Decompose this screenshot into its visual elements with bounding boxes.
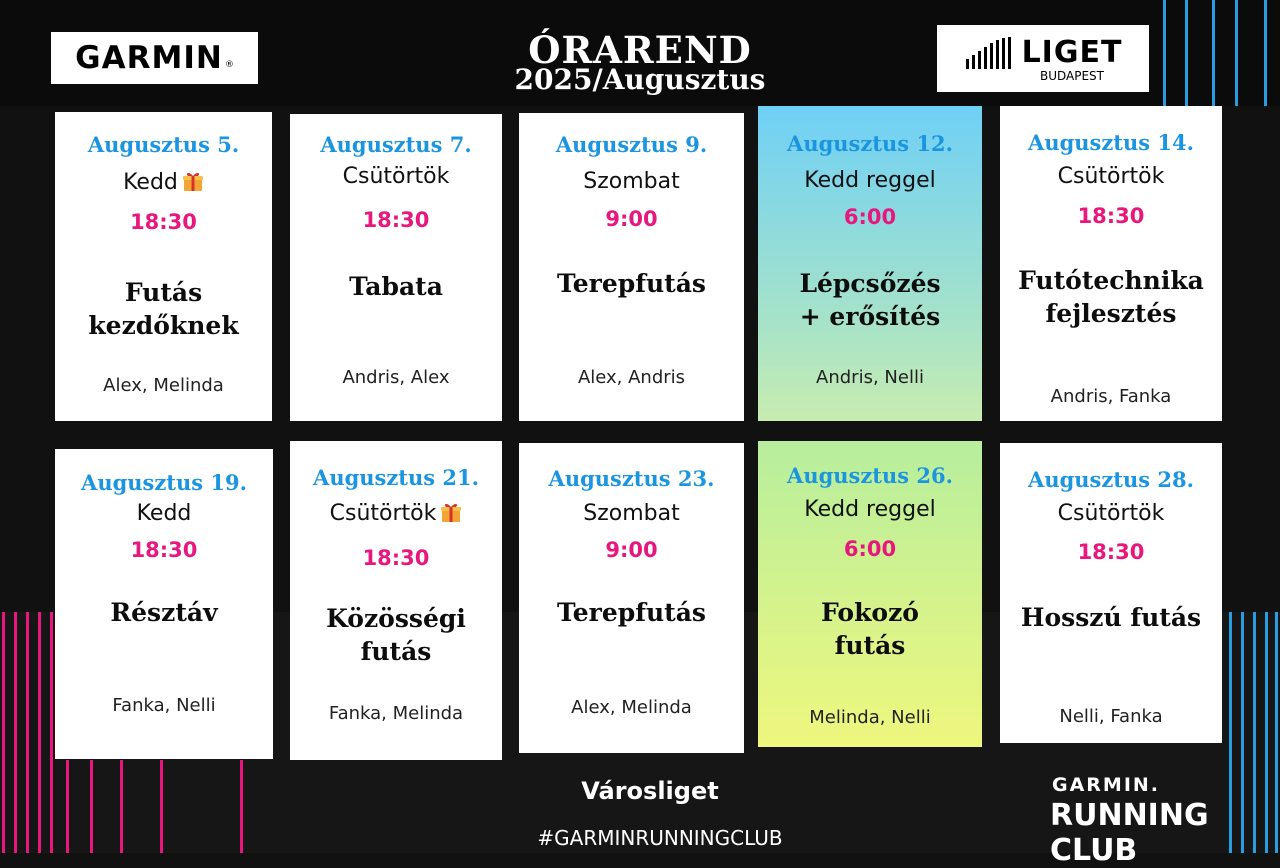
card-time-text: 6:00	[843, 205, 897, 229]
card-day-text: Csütörtök	[1057, 501, 1165, 526]
card-day	[519, 169, 744, 194]
card-day-text: Csütörtök	[342, 164, 450, 189]
card-coaches	[55, 375, 272, 396]
card-date	[758, 131, 982, 156]
card-date	[1000, 130, 1222, 155]
card-day	[758, 168, 982, 193]
schedule-card	[55, 112, 272, 421]
club-brand-bottom: RUNNING CLUB	[1050, 798, 1209, 868]
card-activity-text: Terepfutás	[557, 598, 706, 627]
card-day-text: Kedd reggel	[804, 168, 936, 193]
card-coaches	[55, 695, 273, 716]
card-date-text: Augusztus 12.	[787, 131, 953, 156]
card-day	[290, 501, 502, 526]
card-activity	[1000, 601, 1222, 634]
card-coaches	[1000, 386, 1222, 407]
card-time-text: 18:30	[362, 546, 430, 570]
card-coaches-text: Nelli, Fanka	[1059, 706, 1163, 727]
card-time	[1000, 204, 1222, 228]
card-date	[758, 463, 982, 488]
card-coaches-text: Andris, Nelli	[816, 367, 924, 388]
schedule-card	[758, 441, 982, 747]
liget-mark-icon	[964, 35, 1018, 71]
card-day-text: Csütörtök	[329, 501, 437, 526]
card-time	[758, 205, 982, 229]
card-date	[290, 465, 502, 490]
schedule-card	[290, 441, 502, 760]
card-activity-text: Fokozó futás	[821, 598, 919, 660]
card-coaches-text: Alex, Melinda	[571, 697, 692, 718]
card-coaches	[290, 367, 502, 388]
card-day	[519, 501, 744, 526]
card-date-text: Augusztus 5.	[87, 132, 240, 157]
garmin-running-club-logo	[1040, 774, 1260, 868]
card-time	[519, 538, 744, 562]
card-time-text: 18:30	[130, 538, 198, 562]
card-time-text: 18:30	[1077, 204, 1145, 228]
schedule-card	[1000, 443, 1222, 743]
card-day-text: Kedd reggel	[804, 497, 936, 522]
card-date-text: Augusztus 7.	[320, 132, 472, 157]
liget-logo-text: LIGET	[1021, 35, 1123, 70]
card-date-text: Augusztus 19.	[81, 470, 247, 495]
card-coaches	[758, 367, 982, 388]
schedule-card	[290, 114, 502, 421]
card-activity	[758, 596, 982, 662]
schedule-card	[55, 449, 273, 759]
club-brand-top: GARMIN.	[1052, 774, 1161, 796]
card-coaches-text: Fanka, Melinda	[328, 703, 464, 724]
card-time-text: 18:30	[362, 208, 430, 232]
card-date-text: Augusztus 26.	[787, 463, 953, 488]
card-coaches	[758, 707, 982, 728]
card-time-text: 18:30	[1077, 540, 1145, 564]
card-activity-text: Tabata	[349, 272, 443, 301]
card-date	[55, 470, 273, 495]
card-activity-text: Hosszú futás	[1020, 603, 1202, 632]
card-time-text: 9:00	[605, 538, 658, 562]
card-activity-text: Közösségi futás	[326, 604, 466, 666]
card-coaches	[1000, 706, 1222, 727]
card-coaches-text: Alex, Andris	[577, 367, 686, 388]
card-date	[290, 132, 502, 157]
card-activity	[519, 596, 744, 629]
card-day-text: Kedd	[136, 501, 192, 526]
card-activity	[55, 596, 273, 629]
card-day-text: Szombat	[583, 169, 680, 194]
gift-icon	[440, 501, 462, 523]
card-day-text: Szombat	[583, 501, 680, 526]
card-time	[1000, 540, 1222, 564]
card-time-text: 9:00	[605, 207, 658, 231]
garmin-logo-text: GARMIN	[75, 40, 223, 76]
card-coaches-text: Fanka, Nelli	[112, 695, 216, 716]
registered-mark: ®	[224, 60, 234, 70]
card-coaches-text: Alex, Melinda	[103, 375, 224, 396]
liget-budapest-logo	[937, 25, 1149, 92]
card-time	[55, 538, 273, 562]
card-activity-text: Résztáv	[110, 598, 218, 627]
garmin-logo	[51, 32, 258, 84]
card-activity-text: Futás kezdőknek	[88, 278, 239, 340]
schedule-card	[758, 106, 982, 421]
card-day	[1000, 501, 1222, 526]
card-date	[519, 132, 744, 157]
card-time-text: 6:00	[843, 537, 897, 561]
card-coaches	[519, 697, 744, 718]
schedule-card	[1000, 106, 1222, 421]
card-date-text: Augusztus 14.	[1028, 130, 1194, 155]
card-day	[758, 497, 982, 522]
page-title: ÓRAREND	[528, 28, 752, 72]
card-date-text: Augusztus 21.	[313, 465, 479, 490]
page-subtitle: 2025/Augusztus	[514, 63, 766, 96]
card-coaches	[290, 703, 502, 724]
card-activity-text: Futótechnika fejlesztés	[1018, 266, 1204, 328]
card-time	[519, 207, 744, 231]
location-label: Városliget	[581, 777, 719, 805]
card-time-text: 18:30	[130, 210, 197, 234]
card-day-text: Kedd	[123, 170, 178, 195]
liget-logo-city: BUDAPEST	[1039, 68, 1105, 83]
schedule-card	[519, 113, 744, 421]
gift-icon	[182, 170, 204, 192]
card-date-text: Augusztus 28.	[1028, 467, 1194, 492]
card-date-text: Augusztus 23.	[548, 466, 715, 491]
card-time	[290, 208, 502, 232]
card-activity	[290, 270, 502, 303]
card-time	[55, 210, 272, 234]
card-date-text: Augusztus 9.	[555, 132, 708, 157]
card-day	[1000, 164, 1222, 189]
schedule-card	[519, 443, 744, 753]
card-day	[290, 164, 502, 189]
card-day-text: Csütörtök	[1057, 164, 1165, 189]
card-date	[519, 466, 744, 491]
card-coaches-text: Melinda, Nelli	[809, 707, 931, 728]
card-day	[55, 501, 273, 526]
card-activity-text: Lépcsőzés + erősítés	[799, 269, 941, 331]
card-time	[290, 546, 502, 570]
card-activity-text: Terepfutás	[557, 269, 706, 298]
card-date	[1000, 467, 1222, 492]
card-activity	[290, 602, 502, 668]
card-activity	[758, 267, 982, 333]
card-time	[758, 537, 982, 561]
card-activity	[519, 267, 744, 300]
hashtag-label: #GARMINRUNNINGCLUB	[537, 826, 783, 850]
card-activity	[1000, 264, 1222, 330]
card-coaches-text: Andris, Fanka	[1050, 386, 1172, 407]
card-coaches	[519, 367, 744, 388]
card-day	[55, 170, 272, 195]
card-activity	[55, 276, 272, 342]
card-coaches-text: Andris, Alex	[342, 367, 450, 388]
card-date	[55, 132, 272, 157]
